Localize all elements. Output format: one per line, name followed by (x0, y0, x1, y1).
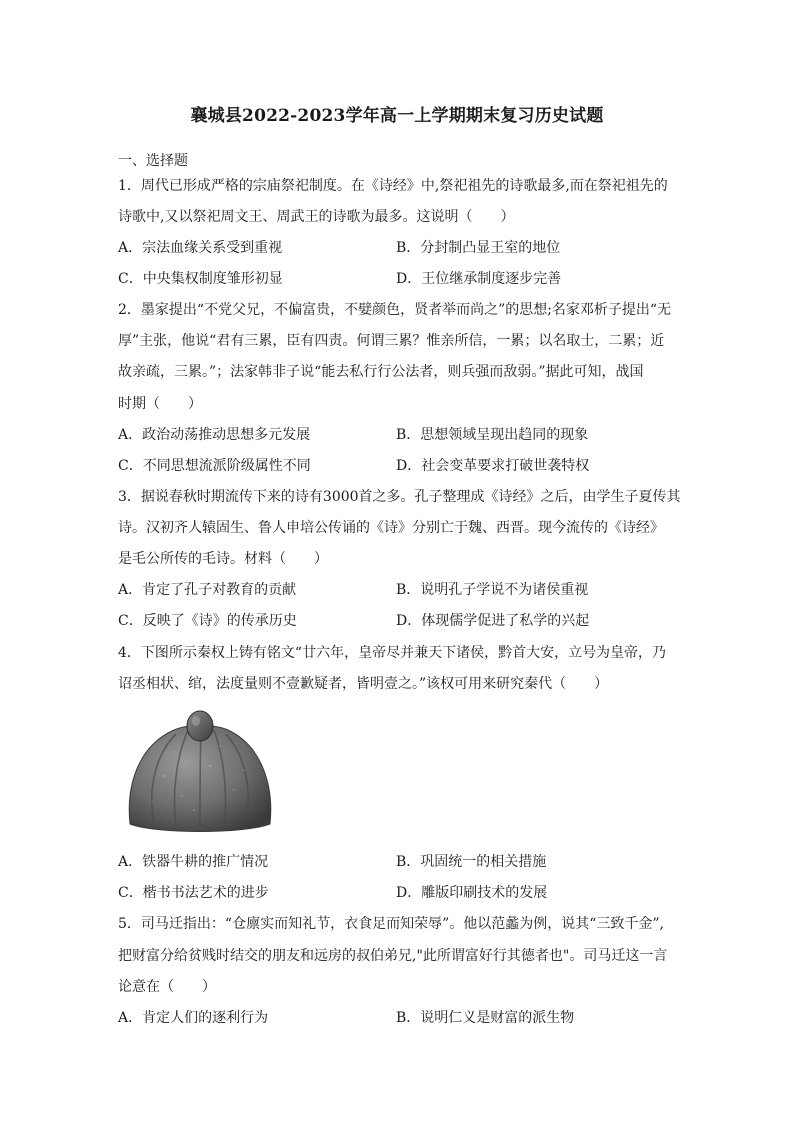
option-d: D．王位继承制度逐步完善 (396, 271, 562, 287)
question-line: 把财富分给贫贱时结交的朋友和远房的叔伯弟兄,"此所谓富好行其德者也"。司马迁这一言 (118, 948, 668, 964)
option-a: A．铁器牛耕的推广情况 (118, 854, 269, 870)
question-line: 1．周代已形成严格的宗庙祭祀制度。在《诗经》中,祭祀祖先的诗歌最多,而在祭祀祖先的 (118, 178, 668, 194)
option-b: B．说明孔子学说不为诸侯重视 (396, 582, 589, 598)
option-b: B．巩固统一的相关措施 (396, 854, 547, 870)
question-line: 诗歌中,又以祭祀周文王、周武王的诗歌为最多。这说明（ ） (118, 209, 515, 225)
qin-weight-image (124, 706, 276, 841)
question-line: 厚”主张，他说“君有三累，臣有四责。何谓三累？惟亲所信，一累；以名取士，二累；近 (118, 333, 665, 349)
question-line: 故亲疏，三累。”；法家韩非子说“能去私行行公法者，则兵强而敌弱。”据此可知，战国 (118, 364, 644, 380)
question-line: 诏丞相状、绾，法度量则不壹歉疑者，皆明壹之。”该权可用来研究秦代（ ） (118, 676, 609, 692)
option-b: B．说明仁义是财富的派生物 (396, 1010, 575, 1026)
option-c: C．中央集权制度雏形初显 (118, 271, 283, 287)
question-line: 4．下图所示秦权上铸有铭文“廿六年，皇帝尽并兼天下诸侯，黔首大安，立号为皇帝，乃 (118, 645, 667, 661)
option-c: C．不同思想流派阶级属性不同 (118, 458, 311, 474)
option-d: D．社会变革要求打破世袭特权 (396, 458, 590, 474)
option-a: A．政治动荡推动思想多元发展 (118, 427, 311, 443)
option-a: A．宗法血缘关系受到重视 (118, 240, 283, 256)
option-b: B．思想领域呈现出趋同的现象 (396, 427, 589, 443)
option-b: B．分封制凸显王室的地位 (396, 240, 561, 256)
option-c: C．楷书书法艺术的进步 (118, 885, 269, 901)
option-c: C．反映了《诗》的传承历史 (118, 613, 297, 629)
question-line: 3．据说春秋时期流传下来的诗有3000首之多。孔子整理成《诗经》之后，由学生子夏传其 (118, 489, 681, 505)
section-heading: 一、选择题 (118, 153, 188, 169)
question-line: 2．墨家提出“不党父兄，不偏富贵，不嬖颜色，贤者举而尚之”的思想;名家邓析子提出“无 (118, 302, 672, 318)
question-line: 5．司马迁指出：“仓廪实而知礼节，衣食足而知荣辱”。他以范蠡为例，说其“三致千金”, (118, 916, 664, 932)
option-a: A．肯定人们的逐利行为 (118, 1010, 269, 1026)
question-line: 诗。汉初齐人辕固生、鲁人申培公传诵的《诗》分别亡于魏、西晋。现今流传的《诗经》 (118, 520, 664, 536)
question-line: 时期（ ） (118, 396, 202, 412)
question-line: 是毛公所传的毛诗。材料（ ） (118, 551, 328, 567)
exam-title: 襄城县2022-2023学年高一上学期期末复习历史试题 (190, 106, 604, 126)
option-d: D．雕版印刷技术的发展 (396, 885, 548, 901)
qin-weight-photo (124, 706, 276, 841)
question-line: 论意在（ ） (118, 979, 216, 995)
option-d: D．体现儒学促进了私学的兴起 (396, 613, 590, 629)
option-a: A．肯定了孔子对教育的贡献 (118, 582, 297, 598)
